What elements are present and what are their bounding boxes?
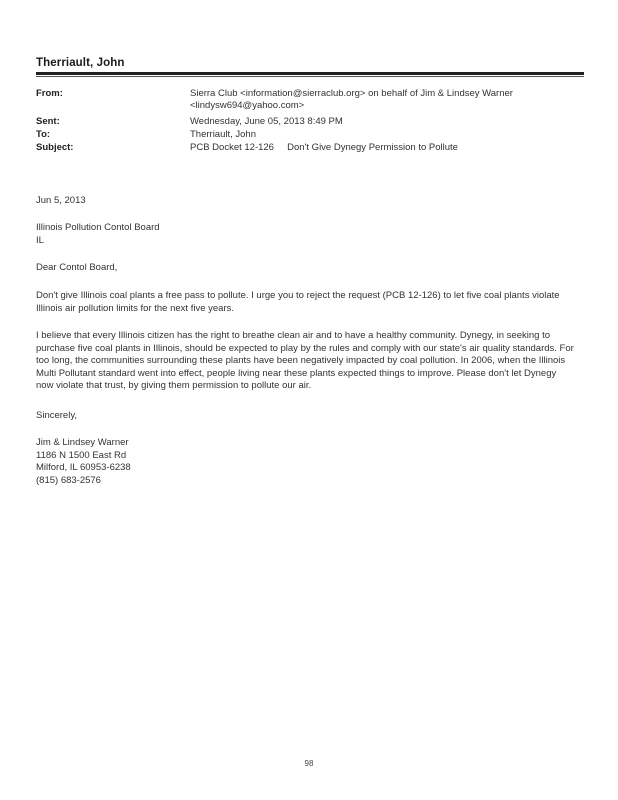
sent-value: Wednesday, June 05, 2013 8:49 PM: [190, 116, 343, 127]
page-number: 98: [304, 759, 314, 768]
closing-text: Sincerely,: [36, 410, 78, 421]
header-rule-thin: [36, 76, 584, 77]
to-label: To:: [36, 129, 51, 140]
recipient-block: [36, 222, 576, 247]
from-value: [190, 88, 580, 112]
recipient-line1: Illinois Pollution Contol Board: [36, 222, 160, 233]
salutation: [36, 262, 576, 275]
from-value-line2: <lindysw694@yahoo.com>: [190, 100, 305, 111]
header-sent-row: [36, 116, 584, 128]
signer-name: Jim & Lindsey Warner: [36, 437, 129, 448]
to-value: Therriault, John: [190, 129, 257, 140]
salutation-text: Dear Contol Board,: [36, 262, 118, 273]
header-rule-thick: [36, 72, 584, 75]
signature-block: [36, 437, 576, 487]
paragraph-2-text: I believe that every Illinois citizen has the right to breathe clean air and to have a healthy community. Dynegy, in seeking to purchase five coal plants in Illinois, should be expected to play by the rules and comply with our state's air quality standards. For too long, the communities surrounding these plants have been negatively impacted by coal pollution. In 2006, when the Illinois Multi Pollutant standard went into effect, people living near these plants expected things to improve. Please don't let Dynegy now violate that trust, by giving them permission to pollute our air.: [36, 330, 574, 391]
subject-label: Subject:: [36, 142, 74, 153]
header-from-row: [36, 88, 584, 112]
mailbox-owner-name: Therriault, John: [36, 57, 125, 69]
address-line1: 1186 N 1500 East Rd: [36, 449, 127, 461]
letter-date: [36, 195, 576, 208]
date-text: Jun 5, 2013: [36, 195, 86, 206]
header-subject-row: [36, 142, 584, 154]
paragraph-1: [36, 290, 576, 315]
closing: [36, 410, 576, 423]
sent-label: Sent:: [36, 116, 60, 127]
paragraph-1-text: Don't give Illinois coal plants a free pass to pollute. I urge you to reject the request (PCB 12-126) to let five coal plants violate Illinois air pollution limits for the next five years.: [36, 290, 560, 314]
paragraph-2: [36, 330, 576, 393]
header-to-row: [36, 129, 584, 141]
address-line2: Milford, IL 60953-6238: [36, 462, 131, 473]
from-label: From:: [36, 88, 63, 99]
from-value-line1: Sierra Club <information@sierraclub.org> on behalf of Jim & Lindsey Warner: [190, 88, 513, 99]
subject-value: PCB Docket 12-126 Don't Give Dynegy Permission to Pollute: [190, 142, 458, 153]
recipient-line2: IL: [36, 234, 44, 246]
phone-number: (815) 683-2576: [36, 474, 101, 486]
